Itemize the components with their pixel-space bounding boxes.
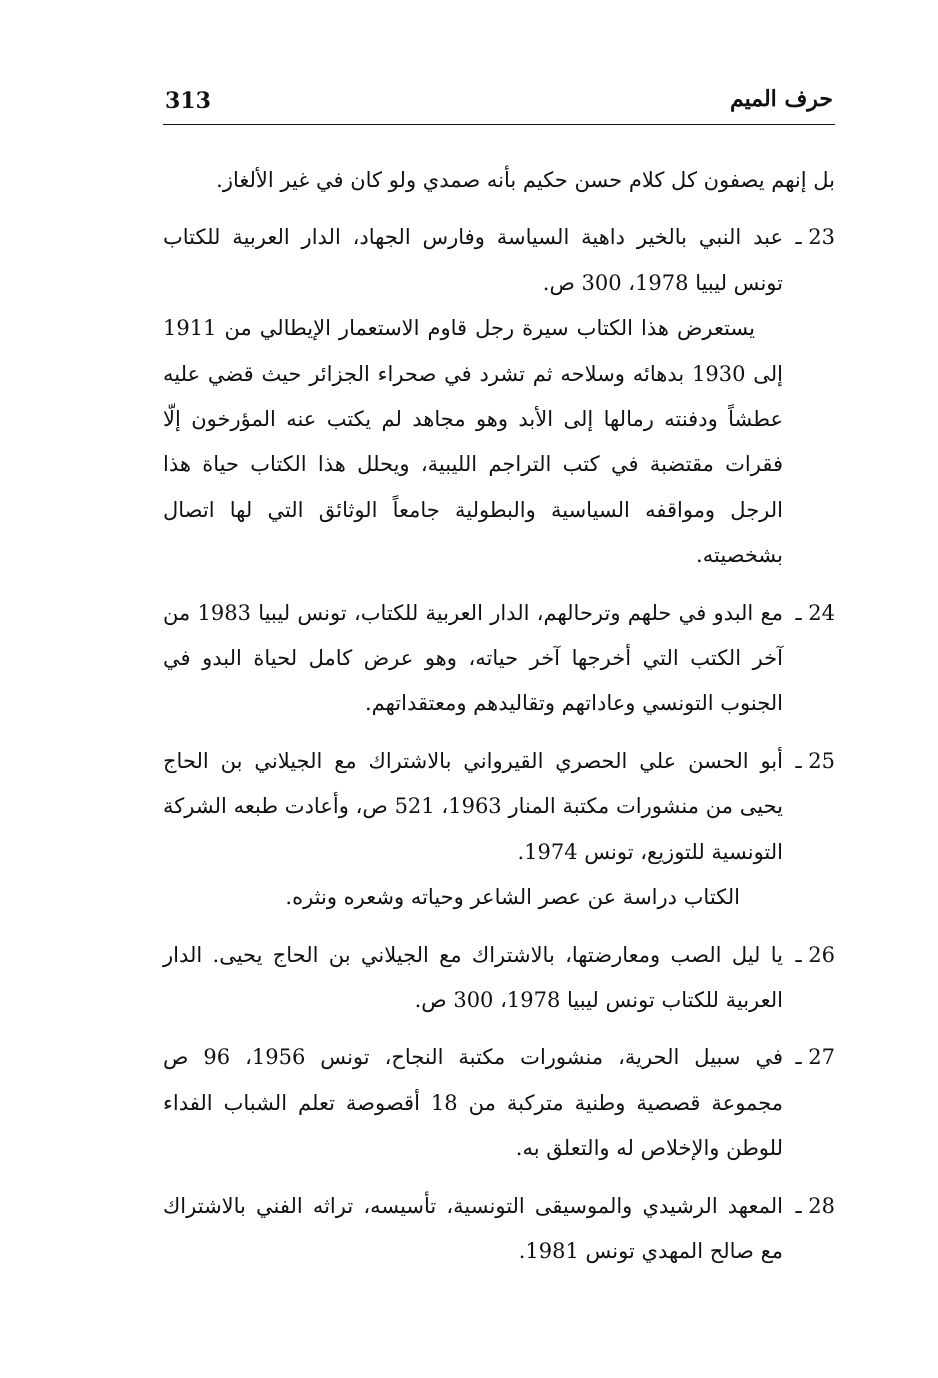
entry-24 bbox=[163, 591, 835, 727]
entry-text: يا ليل الصب ومعارضتها، بالاشتراك مع الجيلاني بن الحاج يحيى. الدار العربية للكتاب تونس ليبيا 1978، 300 ص. bbox=[163, 942, 783, 1012]
page-body bbox=[163, 158, 835, 1274]
intro-paragraph: بل إنهم يصفون كل كلام حسن حكيم بأنه صمدي ولو كان في غير الألغاز. bbox=[216, 168, 835, 192]
entry-description: يستعرض هذا الكتاب سيرة رجل قاوم الاستعمار الإيطالي من 1911 إلى 1930 بدهائه وسلاحه ثم تشرد في صحراء الجزائر حيث قضي عليه عطشاً ودفنته رمالها إلى الأبد وهو مجاهد لم يكتب عنه المؤرخون إلّا فقرات مقتضبة في كتب التراجم الليبية، ويحلل هذا الكتاب حياة هذا الرجل ومواقفه السياسية والبطولية جامعاً الوثائق التي لها اتصال بشخصيته. bbox=[163, 316, 783, 568]
entry-25 bbox=[163, 739, 835, 875]
running-title: حرف الميم bbox=[729, 86, 833, 112]
page-number: 313 bbox=[165, 88, 211, 114]
entry-number: 28 ـ bbox=[795, 1193, 835, 1218]
page-header bbox=[163, 82, 835, 125]
entry-text: مع البدو في حلهم وترحالهم، الدار العربية للكتاب، تونس ليبيا 1983 من آخر الكتب التي أخرجها آخر حياته، وهو عرض كامل لحياة البدو في الجنوب التونسي وعاداتهم وتقاليدهم ومعتقداتهم. bbox=[163, 600, 783, 716]
entry-23 bbox=[163, 215, 835, 306]
entry-text: عبد النبي بالخير داهية السياسة وفارس الجهاد، الدار العربية للكتاب تونس ليبيا 1978، 300 ص. bbox=[163, 225, 783, 295]
entry-note: الكتاب دراسة عن عصر الشاعر وحياته وشعره ونثره. bbox=[285, 885, 740, 910]
entry-text: أبو الحسن علي الحصري القيرواني بالاشتراك مع الجيلاني بن الحاج يحيى من منشورات مكتبة المنار 1963، 521 ص، وأعادت طبعه الشركة التونسية للتوزيع، تونس 1974. bbox=[163, 748, 783, 864]
entry-text: المعهد الرشيدي والموسيقى التونسية، تأسيسه، تراثه الفني بالاشتراك مع صالح المهدي تونس 1981. bbox=[163, 1193, 783, 1263]
entry-23-description bbox=[163, 306, 835, 578]
entry-text: في سبيل الحرية، منشورات مكتبة النجاح، تونس 1956، 96 ص مجموعة قصصية وطنية متركبة من 18 أقصوصة تعلم الشباب الفداء للوطن والإخلاص له والتعلق به. bbox=[163, 1045, 784, 1161]
entry-number: 23 ـ bbox=[795, 225, 835, 250]
entry-26 bbox=[163, 933, 835, 1024]
entry-number: 26 ـ bbox=[795, 942, 835, 967]
entry-number: 25 ـ bbox=[795, 748, 835, 773]
entry-27 bbox=[163, 1035, 835, 1171]
entry-28 bbox=[163, 1184, 835, 1275]
entry-number: 24 ـ bbox=[795, 600, 835, 625]
entry-number: 27 ـ bbox=[795, 1045, 835, 1070]
